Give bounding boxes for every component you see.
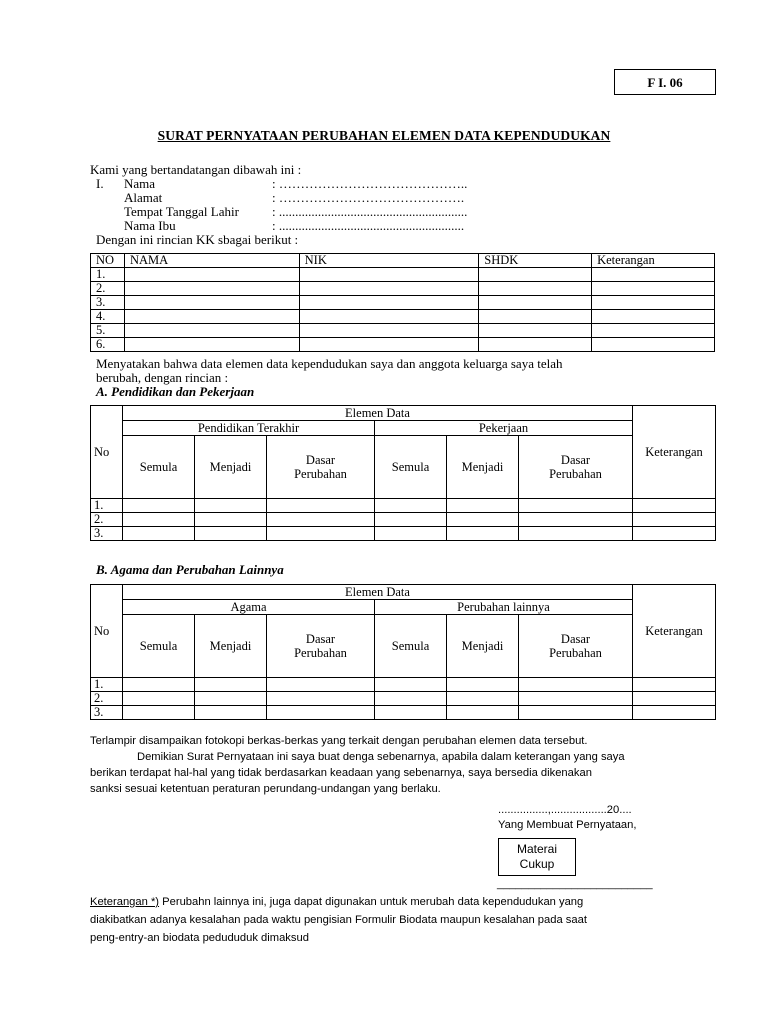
section-a-elemen-header: Elemen Data (123, 406, 633, 421)
intro-text: Kami yang bertandatangan dibawah ini : (90, 162, 302, 177)
signature-date: ................,..................20.... (498, 804, 632, 816)
cell[interactable] (267, 678, 375, 692)
cell-nama[interactable] (124, 296, 299, 310)
section-a-title: A. Pendidikan dan Pekerjaan (96, 384, 255, 399)
table-row (91, 296, 715, 310)
body-line-1: Terlampir disampaikan fotokopi berkas-berkas yang terkait dengan perubahan elemen data tersebut. (90, 735, 588, 747)
cukup-text: Cukup (519, 857, 555, 871)
table-row (91, 678, 716, 692)
cell[interactable] (447, 706, 519, 720)
row-number: 3. (91, 706, 123, 720)
cell-nama[interactable] (124, 324, 299, 338)
cell[interactable] (375, 706, 447, 720)
table-row (91, 499, 716, 513)
signature-line: _________________________ (497, 878, 653, 890)
cell[interactable] (633, 499, 716, 513)
cell[interactable] (123, 499, 195, 513)
kk-header-nama: NAMA (124, 254, 299, 268)
cell[interactable] (447, 499, 519, 513)
cell[interactable] (519, 678, 633, 692)
cell[interactable] (519, 706, 633, 720)
statement-line-1: Menyatakan bahwa data elemen data kependudukan saya dan anggota keluarga saya telah (96, 356, 563, 371)
cell[interactable] (633, 692, 716, 706)
kk-table (90, 253, 715, 352)
section-a-menjadi-1: Menjadi (195, 436, 267, 499)
section-a-group-pekerjaan: Pekerjaan (375, 421, 633, 436)
footnote-label: Keterangan *) (90, 896, 160, 908)
cell-nik[interactable] (299, 268, 479, 282)
footnote-line-2: diakibatkan adanya kesalahan pada waktu pengisian Formulir Biodata maupun kesalahan pada saat (90, 914, 587, 926)
cell[interactable] (633, 527, 716, 541)
perubahan-text: Perubahan (549, 646, 602, 660)
kk-header-row (91, 254, 715, 268)
cell[interactable] (123, 678, 195, 692)
cell[interactable] (447, 513, 519, 527)
row-number: 1. (91, 678, 123, 692)
section-b-table (90, 584, 716, 720)
section-b-group-agama: Agama (123, 600, 375, 615)
cell-keterangan[interactable] (592, 310, 715, 324)
table-row (91, 282, 715, 296)
section-b-group-perubahan: Perubahan lainnya (375, 600, 633, 615)
cell-nama[interactable] (124, 338, 299, 352)
cell[interactable] (123, 527, 195, 541)
cell-shdk[interactable] (479, 268, 592, 282)
cell-nik[interactable] (299, 324, 479, 338)
cell-shdk[interactable] (479, 338, 592, 352)
table-row (91, 338, 715, 352)
perubahan-text: Perubahan (294, 467, 347, 481)
cell-shdk[interactable] (479, 296, 592, 310)
section-b-menjadi-2: Menjadi (447, 615, 519, 678)
cell[interactable] (195, 527, 267, 541)
cell[interactable] (447, 678, 519, 692)
cell[interactable] (447, 692, 519, 706)
table-row (91, 527, 716, 541)
section-a-keterangan-header: Keterangan (633, 406, 716, 499)
field-value-nama: : …………………………………….. (272, 176, 468, 191)
cell[interactable] (123, 692, 195, 706)
field-label-nama-ibu: Nama Ibu (124, 218, 176, 233)
row-number: 2. (91, 692, 123, 706)
section-a-no-header: No (91, 406, 123, 499)
cell[interactable] (633, 513, 716, 527)
cell[interactable] (447, 527, 519, 541)
table-row (91, 706, 716, 720)
cell-shdk[interactable] (479, 310, 592, 324)
body-line-3: berikan terdapat hal-hal yang tidak berdasarkan keadaan yang sebenarnya, saya bersedia dikenakan (90, 767, 592, 779)
section-b-semula-2: Semula (375, 615, 447, 678)
cell[interactable] (267, 527, 375, 541)
form-code: F I. 06 (614, 69, 716, 95)
kk-header-keterangan: Keterangan (592, 254, 715, 268)
cell[interactable] (375, 499, 447, 513)
cell-nik[interactable] (299, 296, 479, 310)
cell[interactable] (267, 513, 375, 527)
body-line-2: Demikian Surat Pernyataan ini saya buat denga sebenarnya, apabila dalam keterangan yang saya (137, 751, 625, 763)
cell[interactable] (123, 513, 195, 527)
kk-header-no: NO (91, 254, 125, 268)
row-number: 3. (91, 527, 123, 541)
cell[interactable] (267, 706, 375, 720)
section-b-menjadi-1: Menjadi (195, 615, 267, 678)
section-a-table (90, 405, 716, 541)
table-row (91, 692, 716, 706)
cell-nama[interactable] (124, 268, 299, 282)
row-number: 4. (91, 310, 125, 324)
section-b-elemen-header: Elemen Data (123, 585, 633, 600)
cell[interactable] (375, 527, 447, 541)
section-a-menjadi-2: Menjadi (447, 436, 519, 499)
cell[interactable] (195, 706, 267, 720)
cell[interactable] (195, 513, 267, 527)
field-value-nama-ibu: : ......................................................... (272, 218, 465, 233)
dasar-text: Dasar (305, 632, 336, 646)
perubahan-text: Perubahan (549, 467, 602, 481)
cell-keterangan[interactable] (592, 324, 715, 338)
cell[interactable] (633, 678, 716, 692)
footnote-line-3: peng-entry-an biodata pedududuk dimaksud (90, 932, 309, 944)
footnote-line-1 (90, 894, 583, 910)
cell[interactable] (375, 678, 447, 692)
cell-keterangan[interactable] (592, 282, 715, 296)
cell-keterangan[interactable] (592, 296, 715, 310)
row-number: 2. (91, 282, 125, 296)
section-a-group-pendidikan: Pendidikan Terakhir (123, 421, 375, 436)
cell[interactable] (519, 692, 633, 706)
cell[interactable] (123, 706, 195, 720)
field-value-alamat: : ……………………………………. (272, 190, 465, 205)
cell-shdk[interactable] (479, 324, 592, 338)
section-b-title: B. Agama dan Perubahan Lainnya (96, 562, 284, 577)
cell-keterangan[interactable] (592, 338, 715, 352)
dasar-text: Dasar (560, 453, 591, 467)
section-b-dasar-1 (267, 615, 375, 678)
cell[interactable] (267, 499, 375, 513)
cell-nama[interactable] (124, 310, 299, 324)
section-b-keterangan-header: Keterangan (633, 585, 716, 678)
cell-nik[interactable] (299, 282, 479, 296)
cell[interactable] (195, 692, 267, 706)
row-number: 6. (91, 338, 125, 352)
section-a-dasar-2 (519, 436, 633, 499)
cell[interactable] (267, 692, 375, 706)
section-b-no-header: No (91, 585, 123, 678)
table-row (91, 310, 715, 324)
field-label-ttl: Tempat Tanggal Lahir (124, 204, 239, 219)
statement-line-2: berubah, dengan rincian : (96, 370, 229, 385)
dasar-text: Dasar (560, 632, 591, 646)
field-label-alamat: Alamat (124, 190, 163, 205)
cell[interactable] (195, 499, 267, 513)
section-a-dasar-1 (267, 436, 375, 499)
field-label-nama: Nama (124, 176, 156, 191)
table-row (91, 324, 715, 338)
row-number: 5. (91, 324, 125, 338)
meterai-text: Materai (516, 842, 557, 856)
signature-label: Yang Membuat Pernyataan, (498, 819, 637, 831)
cell[interactable] (519, 527, 633, 541)
cell[interactable] (375, 513, 447, 527)
row-number: 2. (91, 513, 123, 527)
section-a-semula-1: Semula (123, 436, 195, 499)
page-title-text: SURAT PERNYATAAN PERUBAHAN ELEMEN DATA KEPENDUDUKAN (157, 128, 611, 143)
cell-nik[interactable] (299, 338, 479, 352)
body-line-4: sanksi sesuai ketentuan peraturan perundang-undangan yang berlaku. (90, 783, 441, 795)
section-a-semula-2: Semula (375, 436, 447, 499)
cell-nama[interactable] (124, 282, 299, 296)
row-number: 1. (91, 268, 125, 282)
footnote-text-1: Perubahn lainnya ini, juga dapat digunakan untuk merubah data kependudukan yang (159, 896, 584, 908)
kk-header-shdk: SHDK (479, 254, 592, 268)
section-b-dasar-2 (519, 615, 633, 678)
cell-shdk[interactable] (479, 282, 592, 296)
meterai-box (498, 838, 576, 876)
dasar-text: Dasar (305, 453, 336, 467)
kk-header-nik: NIK (299, 254, 479, 268)
row-number: 3. (91, 296, 125, 310)
identity-number: I. (96, 176, 104, 191)
section-b-semula-1: Semula (123, 615, 195, 678)
page-title (0, 128, 768, 144)
cell[interactable] (375, 692, 447, 706)
cell[interactable] (195, 678, 267, 692)
cell[interactable] (519, 499, 633, 513)
field-value-ttl: : .......................................................... (272, 204, 468, 219)
kk-intro: Dengan ini rincian KK sbagai berikut : (96, 232, 299, 247)
cell-nik[interactable] (299, 310, 479, 324)
row-number: 1. (91, 499, 123, 513)
cell-keterangan[interactable] (592, 268, 715, 282)
table-row (91, 513, 716, 527)
perubahan-text: Perubahan (294, 646, 347, 660)
cell[interactable] (519, 513, 633, 527)
cell[interactable] (633, 706, 716, 720)
table-row (91, 268, 715, 282)
